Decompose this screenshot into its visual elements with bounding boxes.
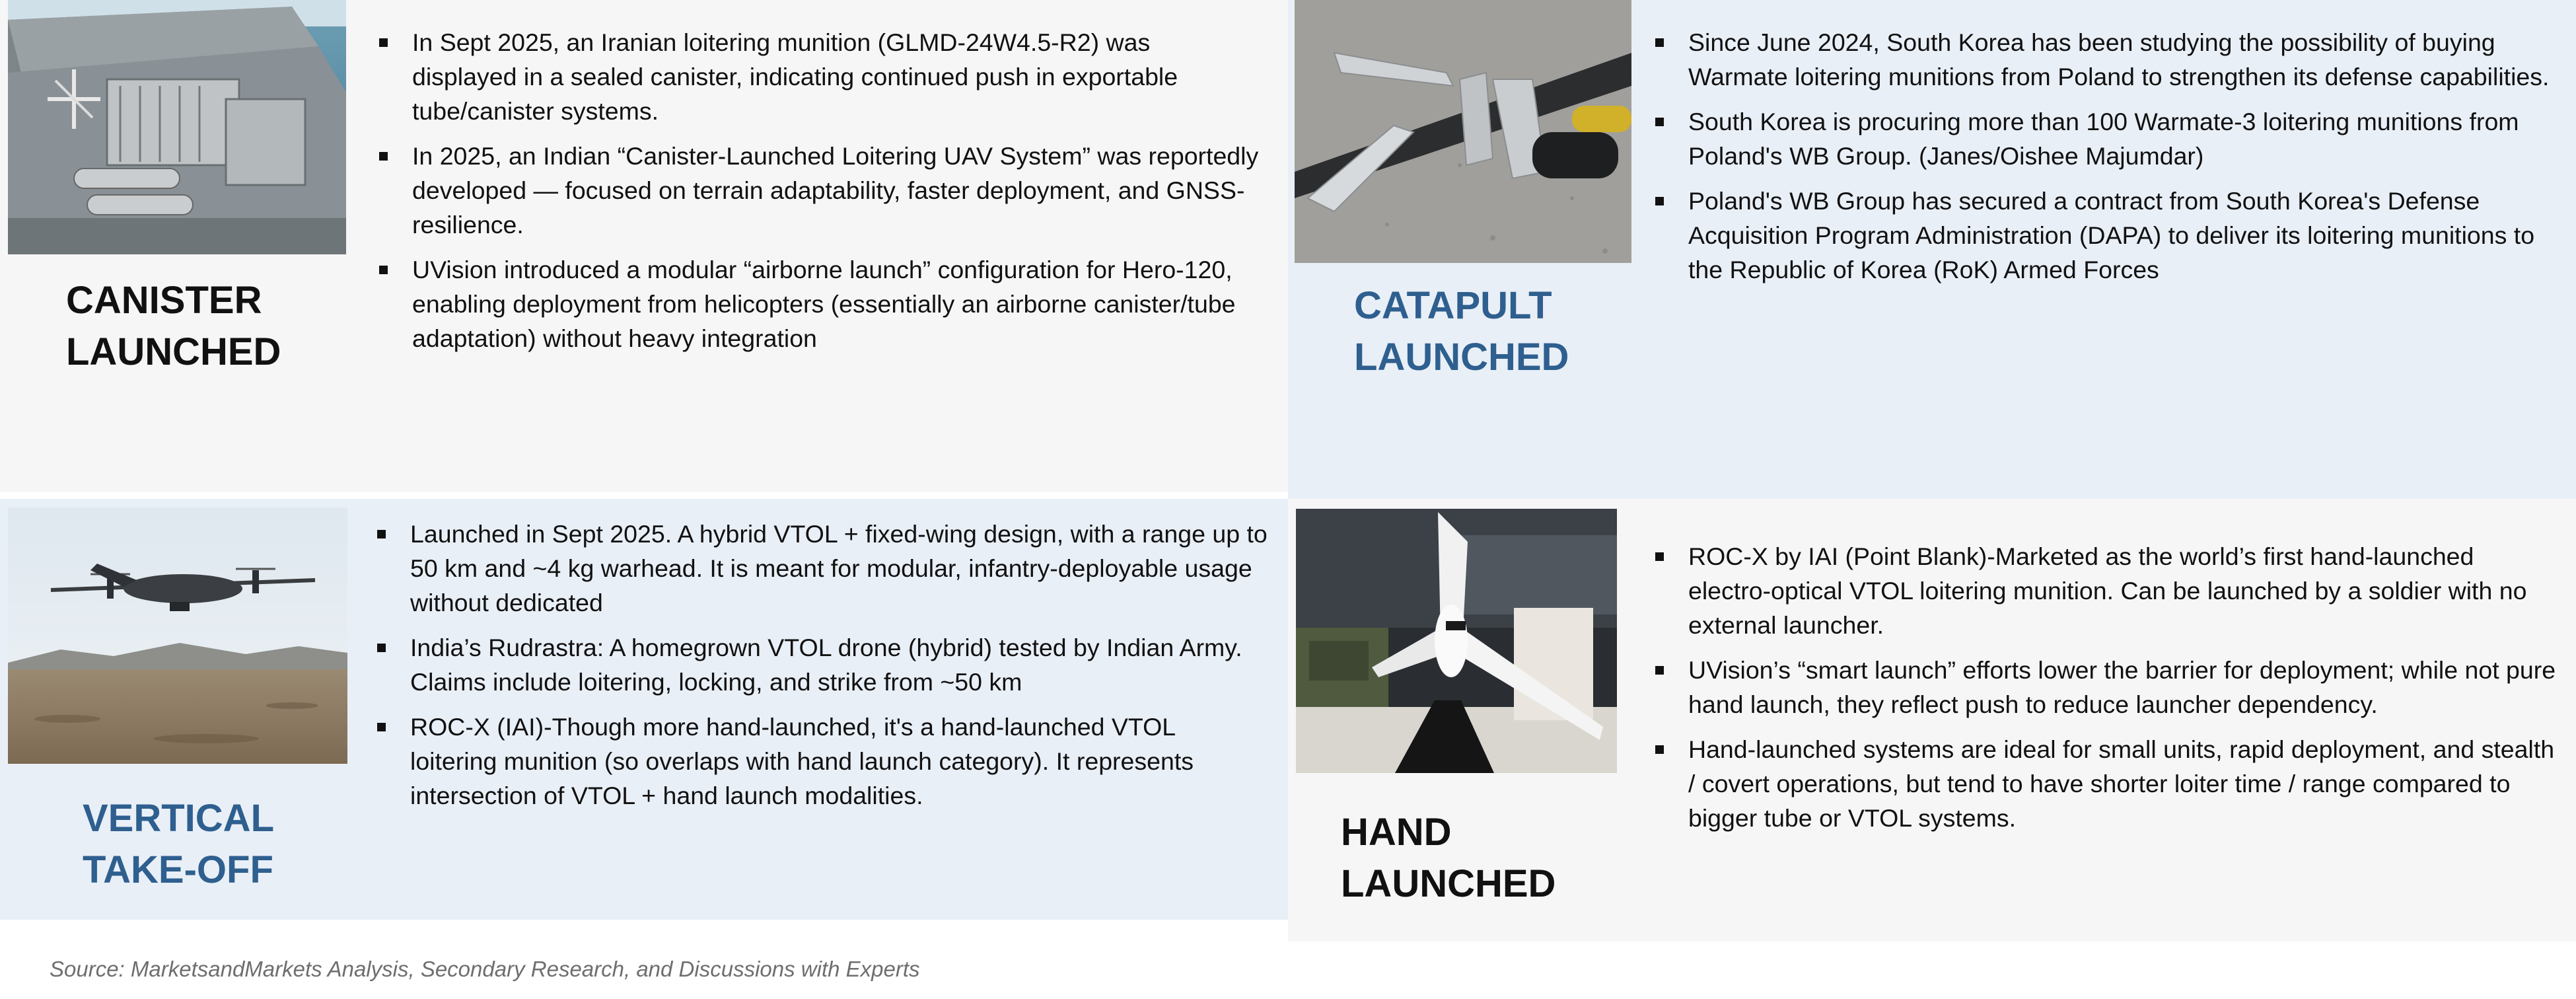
list-item: Since June 2024, South Korea has been studying the possibility of buying Warmate loitering munitions from Poland to strengthen its defense capabilities. <box>1651 25 2556 94</box>
canister-ship-photo <box>8 0 346 254</box>
list-item: In 2025, an Indian “Canister-Launched Loitering UAV System” was reportedly developed — focused on terrain adaptability, faster deployment, and GNSS-resilience. <box>375 139 1260 242</box>
hand-launched-title <box>1341 807 1556 910</box>
hand-title-line1: HAND <box>1341 811 1452 854</box>
vtol-drone-photo <box>8 507 347 764</box>
catapult-launched-title <box>1354 280 1569 383</box>
hand-bullet-list <box>1651 539 2556 846</box>
hand-launched-drone-photo <box>1296 509 1617 773</box>
list-item: Launched in Sept 2025. A hybrid VTOL + fixed-wing design, with a range up to 50 km and ~4 kg warhead. It is meant for modular, infantry-deployable usage without dedicated <box>373 517 1268 620</box>
canister-launched-title <box>66 275 281 378</box>
canister-bullet-list <box>375 25 1260 366</box>
source-note: Source: MarketsandMarkets Analysis, Secondary Research, and Discussions with Experts <box>50 957 920 981</box>
list-item: Poland's WB Group has secured a contract from South Korea's Defense Acquisition Program Administration (DAPA) to deliver its loitering munitions to the Republic of Korea (RoK) Armed Forces <box>1651 184 2556 287</box>
vertical-take-off-title <box>83 793 274 896</box>
canister-title-line1: CANISTER <box>66 279 262 322</box>
canister-title-line2: LAUNCHED <box>66 330 281 373</box>
list-item: ROC-X (IAI)-Though more hand-launched, it's a hand-launched VTOL loitering munition (so overlaps with hand launch category). It represents intersection of VTOL + hand launch modalities. <box>373 710 1268 813</box>
vtol-title-line2: TAKE-OFF <box>83 848 273 891</box>
hand-title-line2: LAUNCHED <box>1341 862 1556 905</box>
list-item: Hand-launched systems are ideal for small units, rapid deployment, and stealth / covert operations, but tend to have shorter loiter time / range compared to bigger tube or VTOL systems. <box>1651 732 2556 835</box>
catapult-title-line1: CATAPULT <box>1354 284 1552 327</box>
vtol-title-line1: VERTICAL <box>83 797 274 840</box>
catapult-title-line2: LAUNCHED <box>1354 336 1569 379</box>
catapult-bullet-list <box>1651 25 2556 297</box>
list-item: South Korea is procuring more than 100 Warmate-3 loitering munitions from Poland's WB Group. (Janes/Oishee Majumdar) <box>1651 104 2556 173</box>
list-item: UVision introduced a modular “airborne launch” configuration for Hero-120, enabling deployment from helicopters (essentially an airborne canister/tube adaptation) without heavy integration <box>375 252 1260 355</box>
list-item: ROC-X by IAI (Point Blank)-Marketed as the world’s first hand-launched electro-optical VTOL loitering munition. Can be launched by a soldier with no external launcher. <box>1651 539 2556 642</box>
list-item: In Sept 2025, an Iranian loitering munition (GLMD-24W4.5-R2) was displayed in a sealed canister, indicating continued push in exportable tube/canister systems. <box>375 25 1260 128</box>
vtol-bullet-list <box>373 517 1268 823</box>
list-item: India’s Rudrastra: A homegrown VTOL drone (hybrid) tested by Indian Army. Claims include loitering, locking, and strike from ~50 km <box>373 630 1268 699</box>
catapult-drone-photo <box>1295 0 1631 263</box>
list-item: UVision’s “smart launch” efforts lower the barrier for deployment; while not pure hand launch, they reflect push to reduce launcher dependency. <box>1651 653 2556 722</box>
